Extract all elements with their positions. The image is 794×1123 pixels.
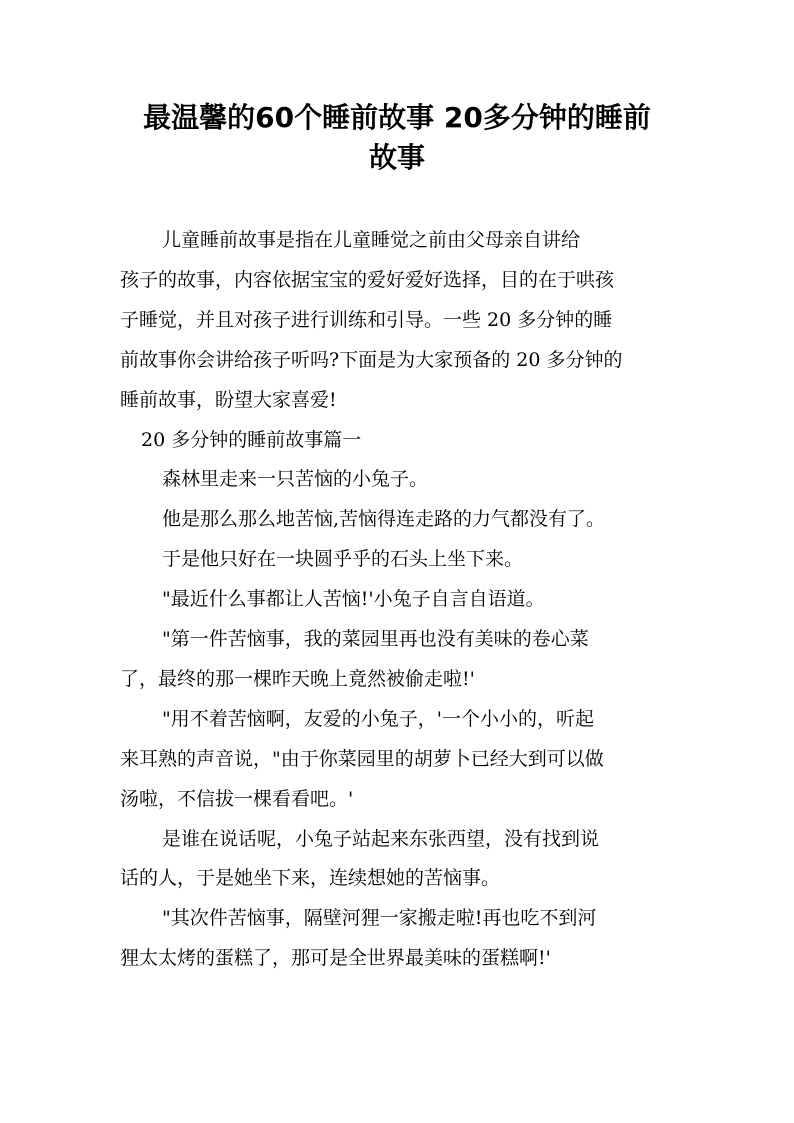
text-line: 话的人，于是她坐下来，连续想她的苦恼事。 <box>120 867 501 890</box>
text-line: 森林里走来一只苦恼的小兔子。 <box>162 468 429 491</box>
text-line: "最近什么事都让人苦恼!'小兔子自言自语道。 <box>162 588 545 611</box>
text-line: 了，最终的那一棵昨天晚上竟然被偷走啦!' <box>120 667 475 690</box>
text-line: 子睡觉，并且对孩子进行训练和引导。一些 20 多分钟的睡 <box>120 308 613 331</box>
text-line: 于是他只好在一块圆乎乎的石头上坐下来。 <box>162 548 524 571</box>
text-line: 狸太太烤的蛋糕了，那可是全世界最美味的蛋糕啊!' <box>120 947 551 970</box>
text-line: 睡前故事，盼望大家喜爱! <box>120 388 337 411</box>
text-line: 儿童睡前故事是指在儿童睡觉之前由父母亲自讲给 <box>162 229 581 251</box>
text-line: 孩子的故事，内容依据宝宝的爱好爱好选择，目的在于哄孩 <box>120 268 615 291</box>
text-line: "用不着苦恼啊，友爱的小兔子，'一个小小的，听起 <box>162 707 594 730</box>
text-line: 前故事你会讲给孩子听吗?下面是为大家预备的 20 多分钟的 <box>120 348 623 371</box>
page-title-line-1: 最温馨的60个睡前故事 20多分钟的睡前 <box>143 101 651 134</box>
text-line: 他是那么那么地苦恼,苦恼得连走路的力气都没有了。 <box>162 508 606 531</box>
text-line: 来耳熟的声音说，"由于你菜园里的胡萝卜已经大到可以做 <box>120 747 604 770</box>
text-line: 是谁在说话呢，小兔子站起来东张西望，没有找到说 <box>162 827 600 850</box>
text-line: "其次件苦恼事，隔壁河狸一家搬走啦!再也吃不到河 <box>162 907 597 930</box>
text-line: 汤啦，不信拔一棵看看吧。' <box>120 787 354 810</box>
text-line: "第一件苦恼事，我的菜园里再也没有美味的卷心菜 <box>162 628 589 650</box>
page-title-line-2: 故事 <box>368 141 425 174</box>
text-line: 20 多分钟的睡前故事篇一 <box>141 428 362 451</box>
